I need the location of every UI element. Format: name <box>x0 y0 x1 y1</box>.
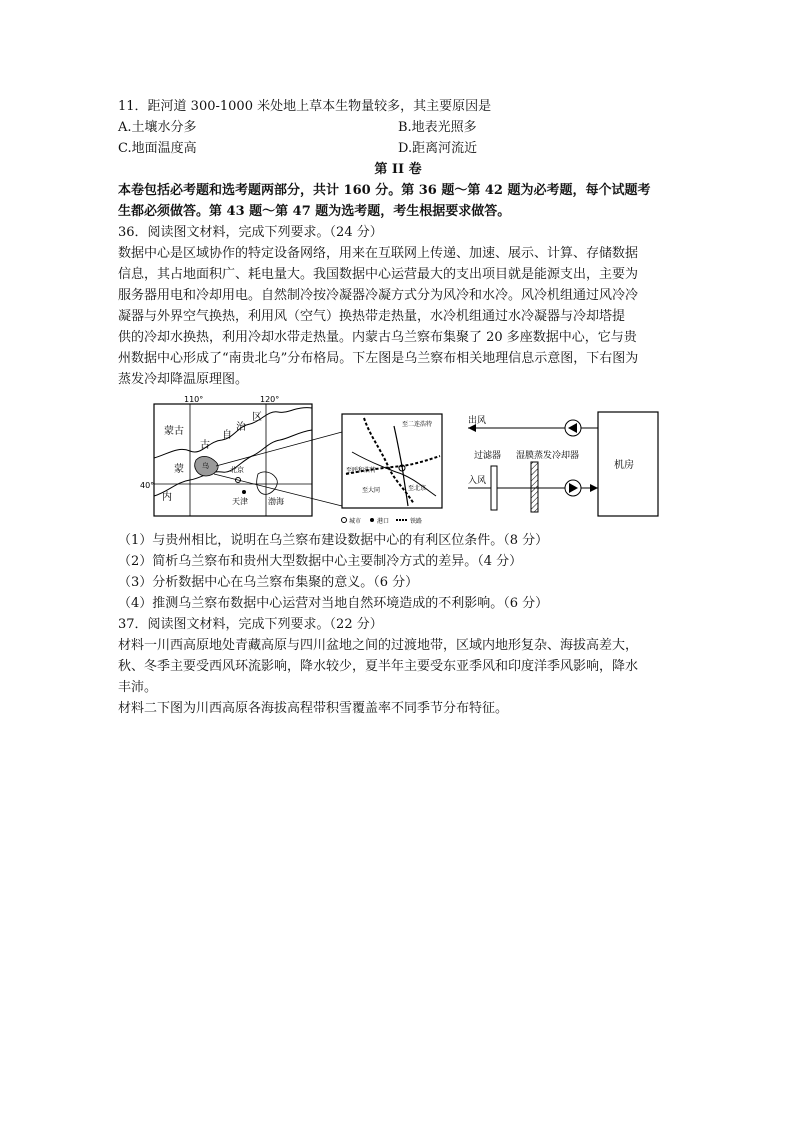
inset-label-beijing: 至北京 <box>408 485 427 492</box>
legend-port: 港口 <box>377 518 390 525</box>
cooler-label: 湿膜蒸发冷却器 <box>516 451 580 461</box>
exam-page <box>118 96 678 719</box>
q36-header: 36．阅读图文材料，完成下列要求。（24 分） <box>118 225 383 240</box>
map-label-beijing: 北京 <box>230 466 244 474</box>
q36-material-line-4: 凝器与外界空气换热，利用风（空气）换热带走热量，水冷机组通过水冷凝器与冷却塔提 <box>118 309 626 324</box>
q11-option-a: A.土壤水分多 <box>118 120 197 135</box>
inset-label-erenhot: 至二连浩特 <box>402 421 433 428</box>
in-air-label: 入风 <box>468 476 487 486</box>
legend-port-icon <box>370 518 374 522</box>
lat-label-40: 40° <box>140 481 155 490</box>
map-label-nei: 内 <box>162 492 172 503</box>
q11-options-row2 <box>118 138 678 159</box>
q36-material-line-1: 数据中心是区域协作的特定设备网络，用来在互联网上传递、加速、展示、计算、存储数据 <box>118 246 639 261</box>
q37-material1-line-1: 材料一川西高原地处青藏高原与四川盆地之间的过渡地带，区域内地形复杂、海拔高差大， <box>118 638 639 653</box>
q36-question-3: （3）分析数据中心在乌兰察布集聚的意义。（6 分） <box>118 575 419 590</box>
q36-material-line-5: 供的冷却水换热，利用冷却水带走热量。内蒙古乌兰察布集聚了 20 多座数据中心，它与贵 <box>118 330 637 345</box>
q37-material1-line-2: 秋、冬季主要受西风环流影响，降水较少，夏半年主要受东亚季风和印度洋季风影响，降水 <box>118 659 639 674</box>
map-label-gu: 古 <box>200 440 210 451</box>
map-label-mongolia: 蒙古 <box>164 426 184 437</box>
machine-room-label: 机房 <box>614 460 634 471</box>
evaporative-cooler-box <box>531 462 538 512</box>
q36-question-2: （2）简析乌兰察布和贵州大型数据中心主要制冷方式的差异。（4 分） <box>118 554 523 569</box>
tianjin-marker <box>242 490 246 494</box>
q36-material-line-6: 州数据中心形成了“南贵北乌”分布格局。下左图是乌兰察布相关地理信息示意图，下右图为 <box>118 351 639 366</box>
q36-figures <box>118 396 678 526</box>
cooling-diagram <box>468 412 658 516</box>
map-label-bohai: 渤海 <box>268 497 284 506</box>
legend-city-icon <box>342 518 347 523</box>
map-label-qu: 区 <box>252 412 262 423</box>
section-intro-line-2: 生都必须做答。第 43 题～第 47 题为选考题，考生根据要求做答。 <box>118 204 511 219</box>
legend-city: 城市 <box>349 518 362 525</box>
q36-figure-svg <box>118 396 678 526</box>
map-figure <box>140 396 342 516</box>
lon-label-110: 110° <box>184 396 204 404</box>
map-label-zhi: 治 <box>236 422 246 433</box>
map-label-zi: 自 <box>222 430 232 441</box>
out-air-label: 出风 <box>468 416 487 426</box>
inset-label-datong: 至大同 <box>362 487 381 494</box>
section-intro-line-1: 本卷包括必考题和选考题两部分，共计 160 分。第 36 题～第 42 题为必考题，每个试题考 <box>118 183 651 198</box>
inset-map <box>342 414 443 525</box>
q11-option-d: D.距离河流近 <box>398 141 478 156</box>
map-label-meng: 蒙 <box>174 464 184 475</box>
q37-material2: 材料二下图为川西高原各海拔高程带积雪覆盖率不同季节分布特征。 <box>118 701 509 716</box>
legend-rail: 铁路 <box>410 518 423 525</box>
filter-label: 过滤器 <box>474 451 502 461</box>
inset-label-hohhot: 至呼和浩特 <box>346 467 377 474</box>
q37-material1-line-3: 丰沛。 <box>118 680 158 695</box>
q36-question-4: （4）推测乌兰察布数据中心运营对当地自然环境造成的不利影响。（6 分） <box>118 596 549 611</box>
q36-question-1: （1）与贵州相比，说明在乌兰察布建设数据中心的有利区位条件。（8 分） <box>118 533 549 548</box>
lon-label-120: 120° <box>260 396 280 404</box>
q36-material-line-3: 服务器用电和冷却用电。自然制冷按冷凝器冷凝方式分为风冷和水冷。风冷机组通过风冷冷 <box>118 288 639 303</box>
map-label-wu: 乌 <box>202 462 209 470</box>
q37-header: 37．阅读图文材料，完成下列要求。（22 分） <box>118 617 383 632</box>
q36-material-line-7: 蒸发冷却降温原理图。 <box>118 372 249 387</box>
q11-stem: 11．距河道 300-1000 米处地上草本生物量较多，其主要原因是 <box>118 99 492 114</box>
section-title: 第 II 卷 <box>374 162 422 177</box>
filter-box <box>491 466 497 510</box>
q11-option-b: B.地表光照多 <box>398 120 477 135</box>
in-air-arrow <box>590 484 598 492</box>
q11-option-c: C.地面温度高 <box>118 141 197 156</box>
q11-options-row1 <box>118 117 678 138</box>
q36-material-line-2: 信息，其占地面积广、耗电量大。我国数据中心运营最大的支出项目就是能源支出，主要为 <box>118 267 639 282</box>
map-label-tianjin: 天津 <box>232 497 248 506</box>
